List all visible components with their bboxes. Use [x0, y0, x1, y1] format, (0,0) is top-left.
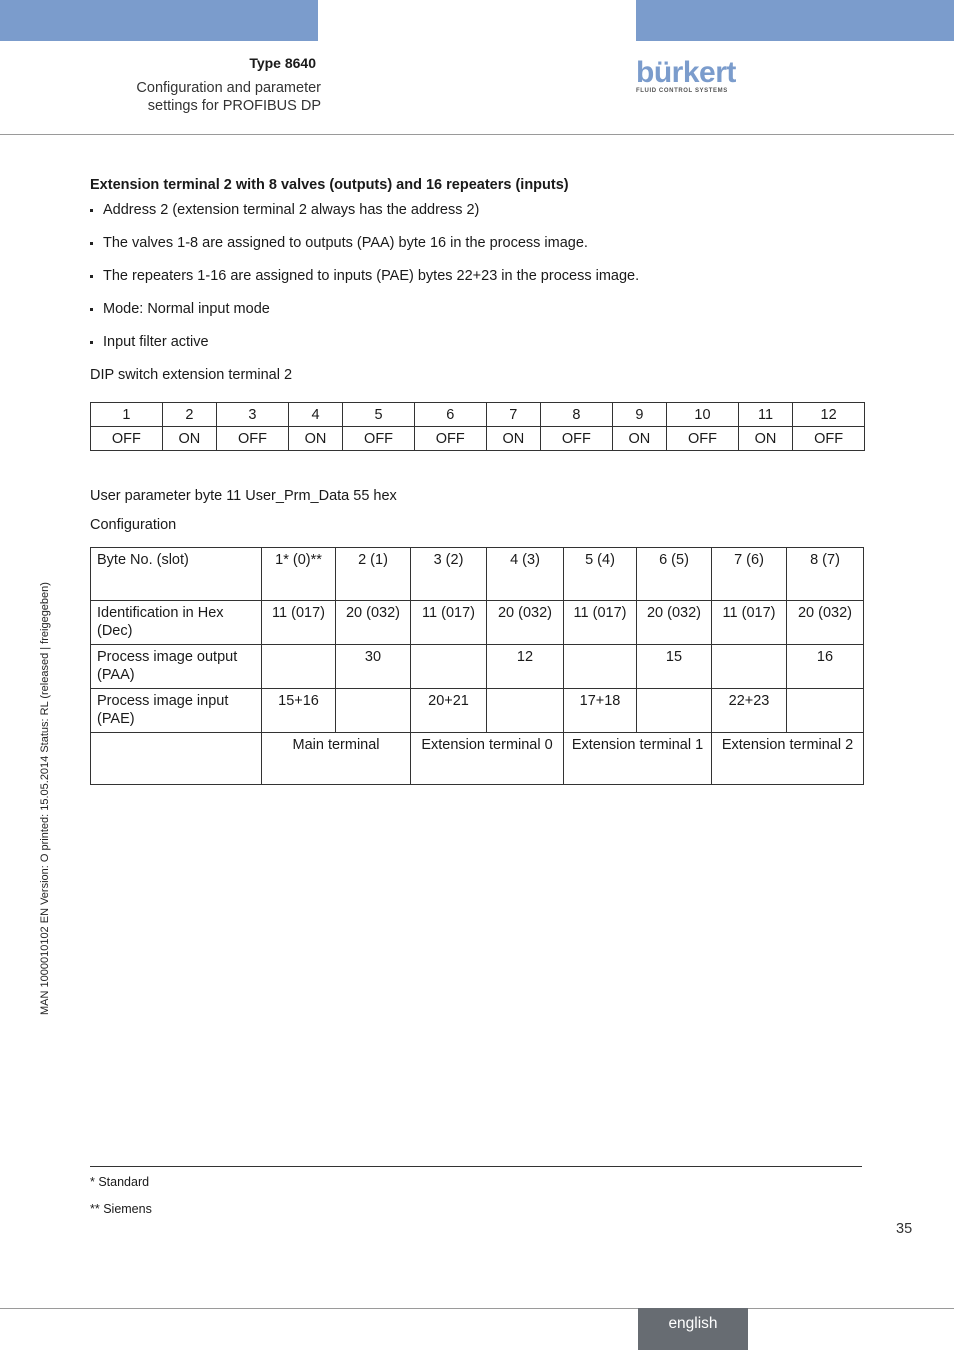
doc-subtitle-line2: settings for PROFIBUS DP	[147, 98, 321, 114]
pae-row	[91, 689, 864, 733]
table-cell: 8 (7)	[787, 548, 864, 601]
dip-number-row	[91, 403, 865, 427]
dip-switch-table	[90, 402, 865, 451]
table-cell: OFF	[343, 427, 415, 451]
table-cell: 3 (2)	[411, 548, 487, 601]
table-cell: OFF	[667, 427, 739, 451]
table-cell: 20 (032)	[787, 601, 864, 645]
header-band-right	[636, 0, 954, 41]
table-cell: OFF	[91, 427, 163, 451]
burkert-logo	[636, 58, 736, 94]
table-cell: 5	[343, 403, 415, 427]
language-tab: english	[638, 1308, 748, 1350]
logo-wordmark: bürkert	[636, 56, 736, 89]
bullet-list	[90, 201, 864, 366]
table-cell: 10	[667, 403, 739, 427]
table-cell: 30	[336, 645, 411, 689]
table-cell: Identification in Hex (Dec)	[91, 601, 262, 645]
user-parameter-text: User parameter byte 11 User_Prm_Data 55 hex	[90, 488, 397, 504]
table-cell: 8	[541, 403, 613, 427]
main-content	[90, 177, 864, 384]
table-cell: 15+16	[262, 689, 336, 733]
table-cell: 11 (017)	[564, 601, 637, 645]
table-cell: 9	[612, 403, 666, 427]
document-meta-vertical: MAN 1000010102 EN Version: O printed: 15.05.2014 Status: RL (released | freigegeben)	[39, 582, 51, 1015]
table-cell: 1* (0)**	[262, 548, 336, 601]
identification-row	[91, 601, 864, 645]
table-cell: 4	[288, 403, 342, 427]
table-cell: 20 (032)	[637, 601, 712, 645]
table-cell	[787, 689, 864, 733]
table-cell: 5 (4)	[564, 548, 637, 601]
table-cell: 11 (017)	[411, 601, 487, 645]
list-item: Mode: Normal input mode	[90, 300, 864, 333]
table-cell	[336, 689, 411, 733]
table-cell: 7 (6)	[712, 548, 787, 601]
table-cell: 22+23	[712, 689, 787, 733]
table-cell	[411, 645, 487, 689]
bullet-icon	[90, 209, 93, 212]
bullet-icon	[90, 275, 93, 278]
doc-subtitle	[136, 79, 321, 115]
list-item: The valves 1-8 are assigned to outputs (PAA) byte 16 in the process image.	[90, 234, 864, 267]
table-cell: 11	[738, 403, 792, 427]
table-cell: 16	[787, 645, 864, 689]
paa-row	[91, 645, 864, 689]
table-cell: 20+21	[411, 689, 487, 733]
table-cell: ON	[162, 427, 216, 451]
table-cell: ON	[738, 427, 792, 451]
table-cell	[712, 645, 787, 689]
table-cell: Process image output (PAA)	[91, 645, 262, 689]
list-item: Input filter active	[90, 333, 864, 366]
table-cell: 15	[637, 645, 712, 689]
table-cell: 1	[91, 403, 163, 427]
table-cell: 6 (5)	[637, 548, 712, 601]
table-cell: 3	[217, 403, 289, 427]
table-cell: 6	[414, 403, 486, 427]
doc-subtitle-line1: Configuration and parameter	[136, 80, 321, 96]
table-cell: 12	[487, 645, 564, 689]
table-cell: 7	[486, 403, 540, 427]
terminal-row	[91, 733, 864, 785]
table-cell	[637, 689, 712, 733]
table-cell: 2 (1)	[336, 548, 411, 601]
bullet-icon	[90, 341, 93, 344]
list-item: The repeaters 1-16 are assigned to inputs (PAE) bytes 22+23 in the process image.	[90, 267, 864, 300]
section-heading: Extension terminal 2 with 8 valves (outputs) and 16 repeaters (inputs)	[90, 177, 569, 193]
dip-caption: DIP switch extension terminal 2	[90, 367, 293, 383]
table-cell: 20 (032)	[336, 601, 411, 645]
table-cell: 11 (017)	[712, 601, 787, 645]
table-cell: 4 (3)	[487, 548, 564, 601]
table-cell: OFF	[217, 427, 289, 451]
table-cell: Process image input (PAE)	[91, 689, 262, 733]
footnote-standard: * Standard	[90, 1175, 150, 1189]
page-number: 35	[896, 1221, 913, 1237]
table-cell	[91, 733, 262, 785]
logo-tagline: FLUID CONTROL SYSTEMS	[636, 88, 728, 94]
footnote-siemens: ** Siemens	[90, 1202, 152, 1216]
bullet-icon	[90, 308, 93, 311]
table-cell: 20 (032)	[487, 601, 564, 645]
header-divider	[0, 134, 954, 135]
table-cell: 17+18	[564, 689, 637, 733]
footer-divider	[0, 1308, 954, 1309]
table-cell: Extension terminal 2	[712, 733, 864, 785]
configuration-table	[90, 547, 864, 785]
table-cell: 12	[793, 403, 865, 427]
table-cell: 11 (017)	[262, 601, 336, 645]
table-cell: OFF	[414, 427, 486, 451]
configuration-label: Configuration	[90, 517, 177, 533]
table-cell: Byte No. (slot)	[91, 548, 262, 601]
byte-no-row	[91, 548, 864, 601]
table-cell: ON	[288, 427, 342, 451]
table-cell: OFF	[541, 427, 613, 451]
bullet-icon	[90, 242, 93, 245]
table-cell	[564, 645, 637, 689]
table-cell: 2	[162, 403, 216, 427]
header-band-left	[0, 0, 318, 41]
doc-type: Type 8640	[249, 55, 316, 71]
table-cell: Main terminal	[262, 733, 411, 785]
table-cell	[262, 645, 336, 689]
table-cell: Extension terminal 0	[411, 733, 564, 785]
list-item: Address 2 (extension terminal 2 always has the address 2)	[90, 201, 864, 234]
table-cell: ON	[612, 427, 666, 451]
footnote-divider	[90, 1166, 862, 1167]
table-cell: ON	[486, 427, 540, 451]
dip-state-row	[91, 427, 865, 451]
table-cell: Extension terminal 1	[564, 733, 712, 785]
table-cell	[487, 689, 564, 733]
table-cell: OFF	[793, 427, 865, 451]
